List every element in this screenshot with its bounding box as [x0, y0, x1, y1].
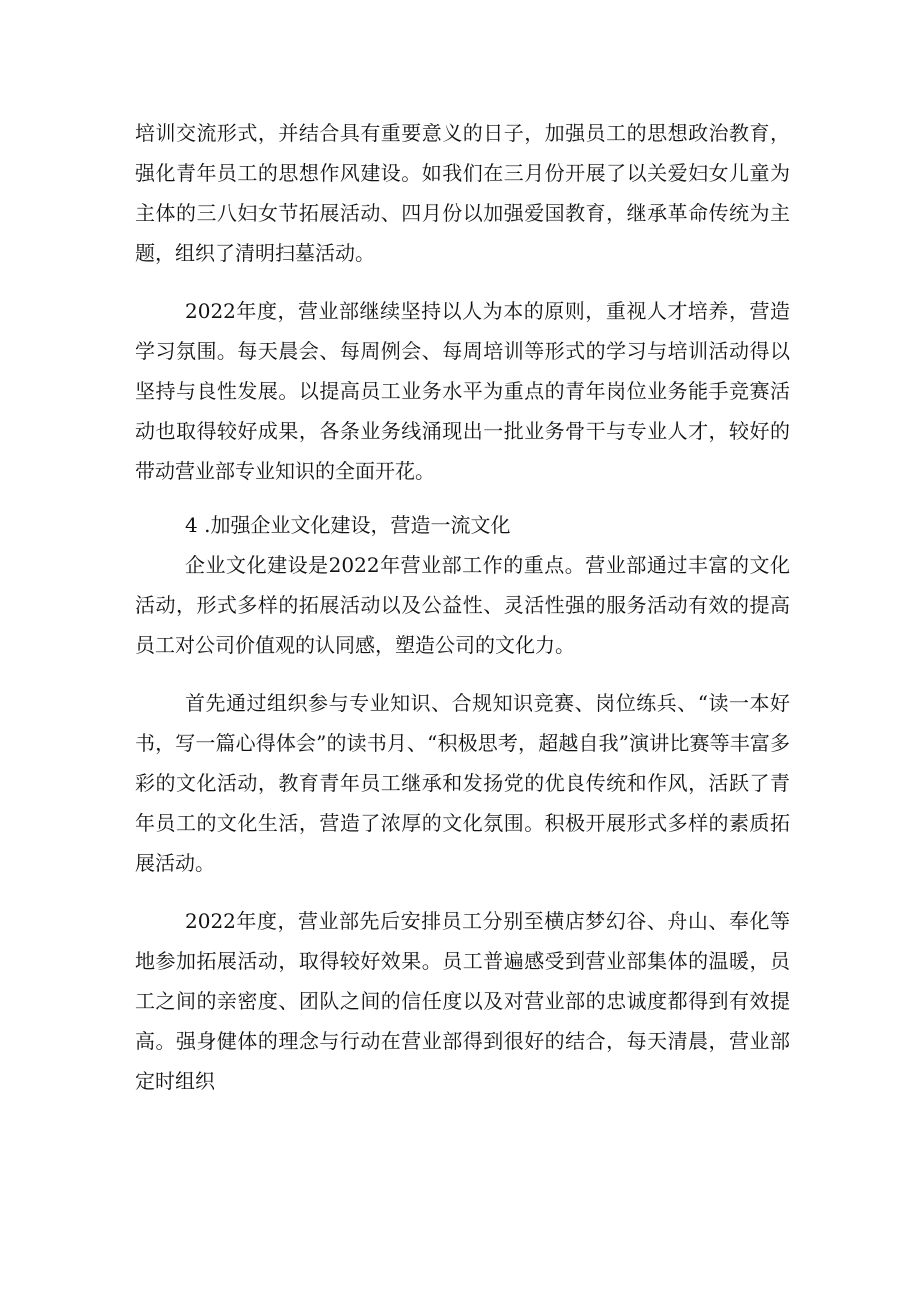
paragraph-corporate-culture: 企业文化建设是2022年营业部工作的重点。营业部通过丰富的文化活动，形式多样的拓展活动以及公益性、灵活性强的服务活动有效的提高员工对公司价值观的认同感，塑造公司的文化力。: [135, 553, 790, 657]
paragraph-continued: 培训交流形式，并结合具有重要意义的日子，加强员工的思想政治教育，强化青年员工的思想作风建设。如我们在三月份开展了以关爱妇女儿童为主体的三八妇女节拓展活动、四月份以加强爱国教育，继承革命传统为主题，组织了清明扫墓活动。: [135, 121, 790, 265]
paragraph-outreach-activities: 2022年度，营业部先后安排员工分别至横店梦幻谷、舟山、奉化等地参加拓展活动，取得较好效果。员工普遍感受到营业部集体的温暖，员工之间的亲密度、团队之间的信任度以及对营业部的忠诚度都得到有效提高。强身健体的理念与行动在营业部得到很好的结合，每天清晨，营业部定时组织: [135, 909, 790, 1093]
document-body: [135, 113, 790, 1101]
section-heading: 4 .加强企业文化建设，营造一流文化: [185, 513, 511, 537]
paragraph-talent-training: 2022年度，营业部继续坚持以人为本的原则，重视人才培养，营造学习氛围。每天晨会、每周例会、每周培训等形式的学习与培训活动得以坚持与良性发展。以提高员工业务水平为重点的青年岗位业务能手竞赛活动也取得较好成果，各条业务线涌现出一批业务骨干与专业人才，较好的带动营业部专业知识的全面开花。: [135, 299, 790, 483]
paragraph-cultural-activities: 首先通过组织参与专业知识、合规知识竞赛、岗位练兵、“读一本好书，写一篇心得体会”的读书月、“积极思考，超越自我”演讲比赛等丰富多彩的文化活动，教育青年员工继承和发扬党的优良传统和作风，活跃了青年员工的文化生活，营造了浓厚的文化氛围。积极开展形式多样的素质拓展活动。: [135, 691, 790, 875]
